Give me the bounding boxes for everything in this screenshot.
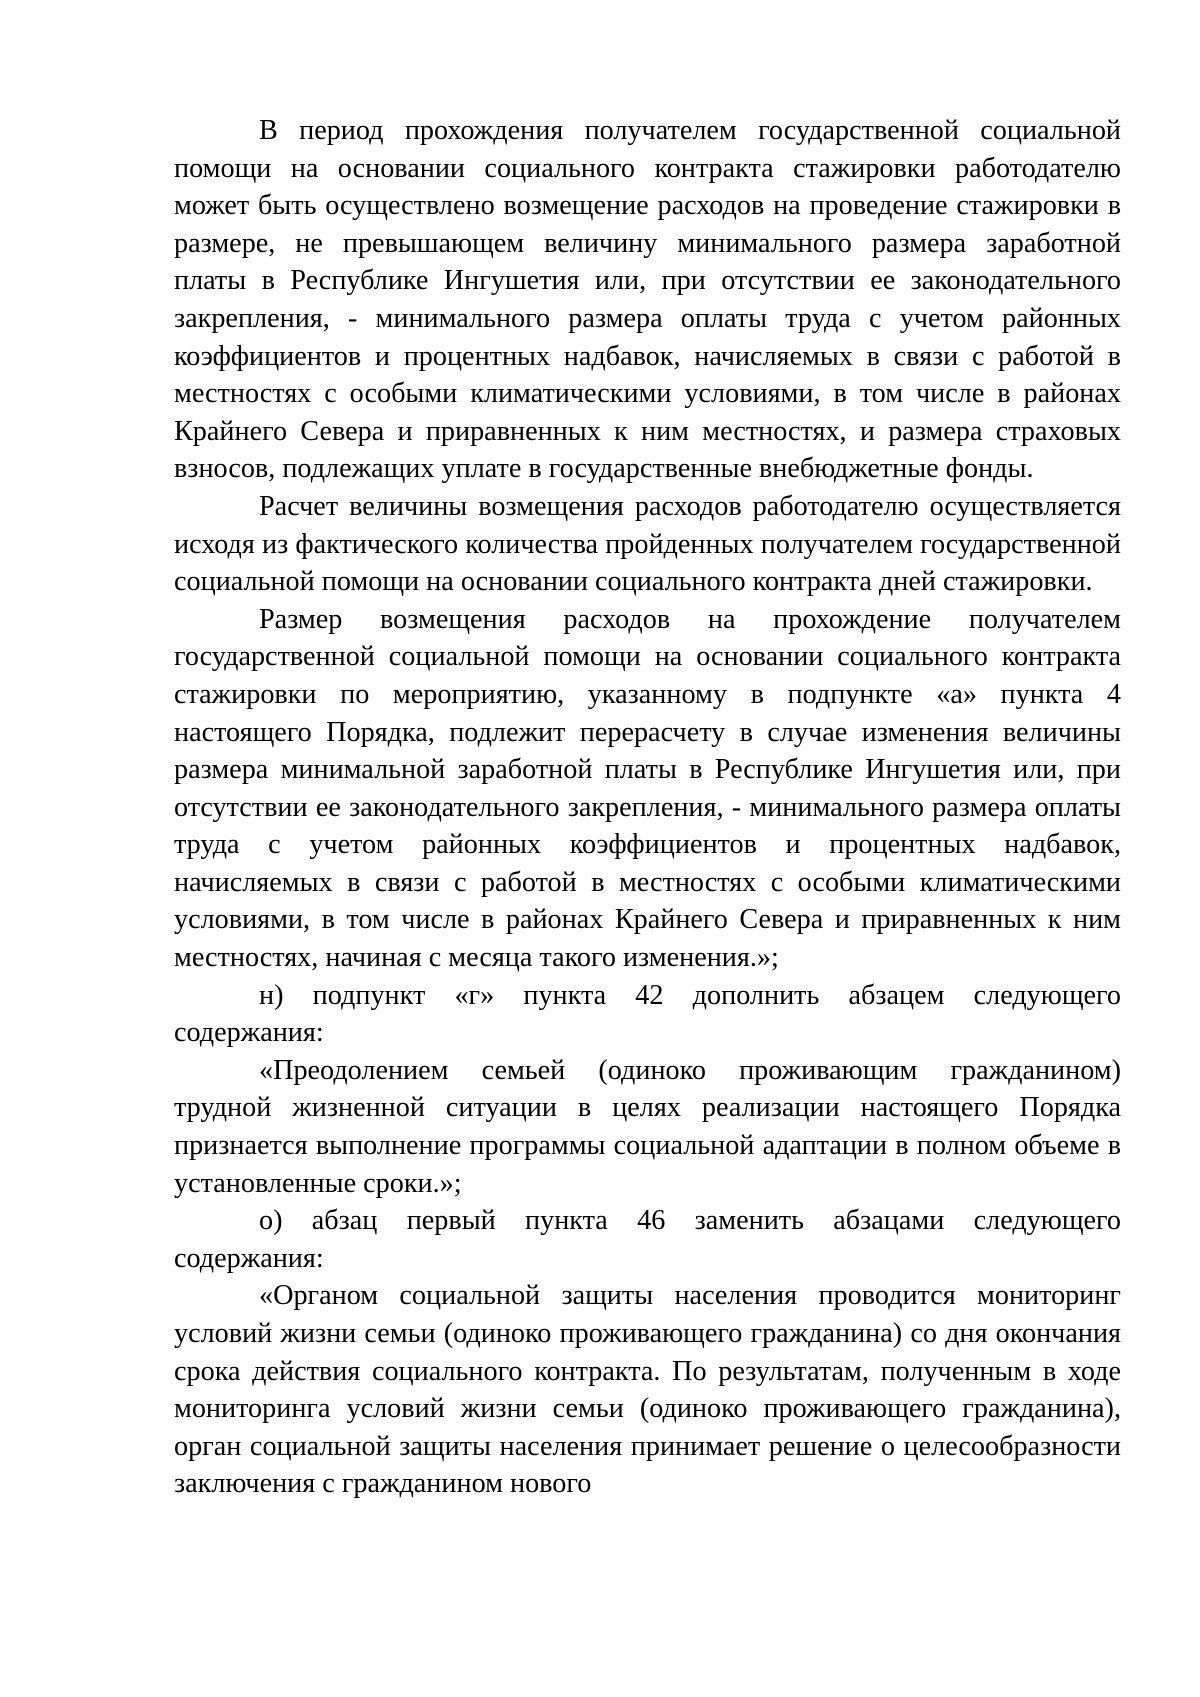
paragraph-monitoring: «Органом социальной защиты населения проводится мониторинг условий жизни семьи (одиноко проживающего гражданина) со дня окончания срока действия социального контракта. По результатам, полученным в ходе мониторинга условий жизни семьи (одиноко проживающего гражданина), орган социальной защиты населения принимает решение о целесообразности заключения с гражданином нового [174,1280,1121,1500]
paragraph-amendment-o: о) абзац первый пункта 46 заменить абзацами следующего содержания: [174,1205,1121,1274]
paragraph-amendment-n: н) подпункт «г» пункта 42 дополнить абзацем следующего содержания: [174,979,1121,1049]
document-page [174,112,1121,1503]
paragraph-compensation-recalculation: Размер возмещения расходов на прохождение получателем государственной социальной помощи на основании социального контракта стажировки по мероприятию, указанному в подпункте «а» пункта 4 настоящего Порядка, подлежит перерасчету в случае изменения величины размера минимальной заработной платы в Республике Ингушетия или, при отсутствии ее законодательного закрепления, - минимального размера оплаты труда с учетом районных коэффициентов и процентных надбавок, начисляемых в связи с работой в местностях с особыми климатическими условиями, в том числе в районах Крайнего Севера и приравненных к ним местностях, начиная с месяца такого изменения.»; [174,603,1121,974]
paragraph-compensation-calculation: Расчет величины возмещения расходов работодателю осуществляется исходя из фактического количества пройденных получателем государственной социальной помощи на основании социального контракта дней стажировки. [174,490,1121,598]
paragraph-overcoming-hardship: «Преодолением семьей (одиноко проживающим гражданином) трудной жизненной ситуации в целях реализации настоящего Порядка признается выполнение программы социальной адаптации в полном объеме в установленные сроки.»; [174,1054,1121,1199]
paragraph-internship-compensation: В период прохождения получателем государственной социальной помощи на основании социального контракта стажировки работодателю может быть осуществлено возмещение расходов на проведение стажировки в размере, не превышающем величину минимального размера заработной платы в Республике Ингушетия или, при отсутствии ее законодательного закрепления, - минимального размера оплаты труда с учетом районных коэффициентов и процентных надбавок, начисляемых в связи с работой в местностях с особыми климатическими условиями, в том числе в районах Крайнего Севера и приравненных к ним местностях, и размера страховых взносов, подлежащих уплате в государственные внебюджетные фонды. [174,115,1121,485]
